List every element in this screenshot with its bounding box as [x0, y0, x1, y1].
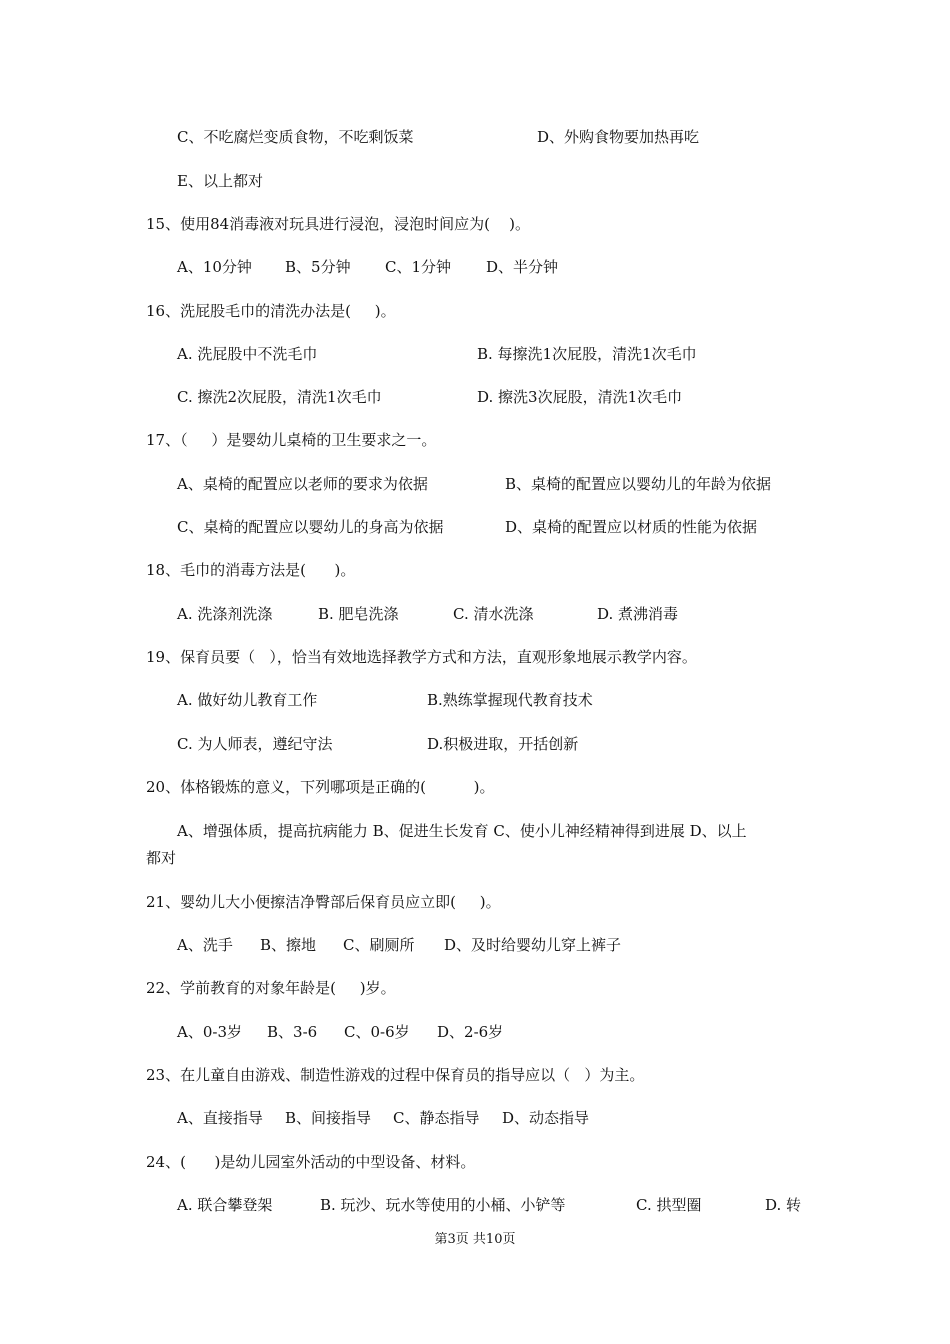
option-15-a: A、10分钟 — [177, 258, 252, 276]
option-18-c: C. 清水洗涤 — [453, 605, 534, 623]
option-14-e: E、以上都对 — [177, 172, 263, 190]
option-21-c: C、刷厕所 — [343, 936, 415, 954]
option-19-b: B.熟练掌握现代教育技术 — [427, 691, 593, 709]
option-16-d: D. 擦洗3次屁股，清洗1次毛巾 — [477, 388, 683, 406]
option-15-c: C、1分钟 — [385, 258, 452, 276]
option-21-b: B、擦地 — [260, 936, 317, 954]
question-16: 16、洗屁股毛巾的清洗办法是( )。 — [146, 302, 396, 320]
option-22-b: B、3-6 — [267, 1023, 318, 1041]
option-21-d: D、及时给婴幼儿穿上裤子 — [444, 936, 622, 954]
option-23-c: C、静态指导 — [393, 1109, 480, 1127]
option-16-b: B. 每擦洗1次屁股，清洗1次毛巾 — [477, 345, 697, 363]
option-20-line2: 都对 — [146, 849, 177, 867]
option-18-a: A. 洗涤剂洗涤 — [177, 605, 273, 623]
option-24-b: B. 玩沙、玩水等使用的小桶、小铲等 — [320, 1196, 566, 1214]
question-15: 15、使用84消毒液对玩具进行浸泡，浸泡时间应为( )。 — [146, 215, 530, 233]
option-24-d: D. 转 — [765, 1196, 802, 1214]
option-17-a: A、桌椅的配置应以老师的要求为依据 — [177, 475, 428, 493]
option-23-d: D、动态指导 — [502, 1109, 590, 1127]
option-16-a: A. 洗屁股中不洗毛巾 — [177, 345, 318, 363]
option-24-a: A. 联合攀登架 — [177, 1196, 273, 1214]
question-22: 22、学前教育的对象年龄是( )岁。 — [146, 979, 396, 997]
option-19-d: D.积极进取，开括创新 — [427, 735, 579, 753]
option-17-b: B、桌椅的配置应以婴幼儿的年龄为依据 — [505, 475, 772, 493]
option-22-c: C、0-6岁 — [344, 1023, 410, 1041]
question-24: 24、( )是幼儿园室外活动的中型设备、材料。 — [146, 1153, 476, 1171]
option-16-c: C. 擦洗2次屁股，清洗1次毛巾 — [177, 388, 382, 406]
option-24-c: C. 拱型圈 — [636, 1196, 702, 1214]
option-18-d: D. 煮沸消毒 — [597, 605, 679, 623]
question-23: 23、在儿童自由游戏、制造性游戏的过程中保育员的指导应以（ ）为主。 — [146, 1066, 645, 1084]
option-23-a: A、直接指导 — [177, 1109, 263, 1127]
question-21: 21、婴幼儿大小便擦洁净臀部后保育员应立即( )。 — [146, 893, 501, 911]
option-15-d: D、半分钟 — [486, 258, 559, 276]
page-footer: 第3页 共10页 — [434, 1232, 516, 1247]
option-15-b: B、5分钟 — [285, 258, 351, 276]
question-20: 20、体格锻炼的意义，下列哪项是正确的( )。 — [146, 778, 495, 796]
option-22-d: D、2-6岁 — [437, 1023, 504, 1041]
question-17: 17、（ ）是婴幼儿桌椅的卫生要求之一。 — [146, 431, 437, 449]
option-14-d: D、外购食物要加热再吃 — [537, 128, 700, 146]
option-14-c: C、不吃腐烂变质食物，不吃剩饭菜 — [177, 128, 414, 146]
option-17-d: D、桌椅的配置应以材质的性能为依据 — [505, 518, 758, 536]
option-19-c: C. 为人师表，遵纪守法 — [177, 735, 333, 753]
option-19-a: A. 做好幼儿教育工作 — [177, 691, 318, 709]
option-20-line1: A、增强体质，提高抗病能力 B、促进生长发育 C、使小儿神经精神得到进展 D、以上 — [177, 822, 747, 840]
option-18-b: B. 肥皂洗涤 — [318, 605, 399, 623]
question-18: 18、毛巾的消毒方法是( )。 — [146, 561, 356, 579]
option-22-a: A、0-3岁 — [177, 1023, 242, 1041]
option-21-a: A、洗手 — [177, 936, 233, 954]
option-17-c: C、桌椅的配置应以婴幼儿的身高为依据 — [177, 518, 444, 536]
option-23-b: B、间接指导 — [285, 1109, 372, 1127]
question-19: 19、保育员要（ ），恰当有效地选择教学方式和方法，直观形象地展示教学内容。 — [146, 648, 697, 666]
